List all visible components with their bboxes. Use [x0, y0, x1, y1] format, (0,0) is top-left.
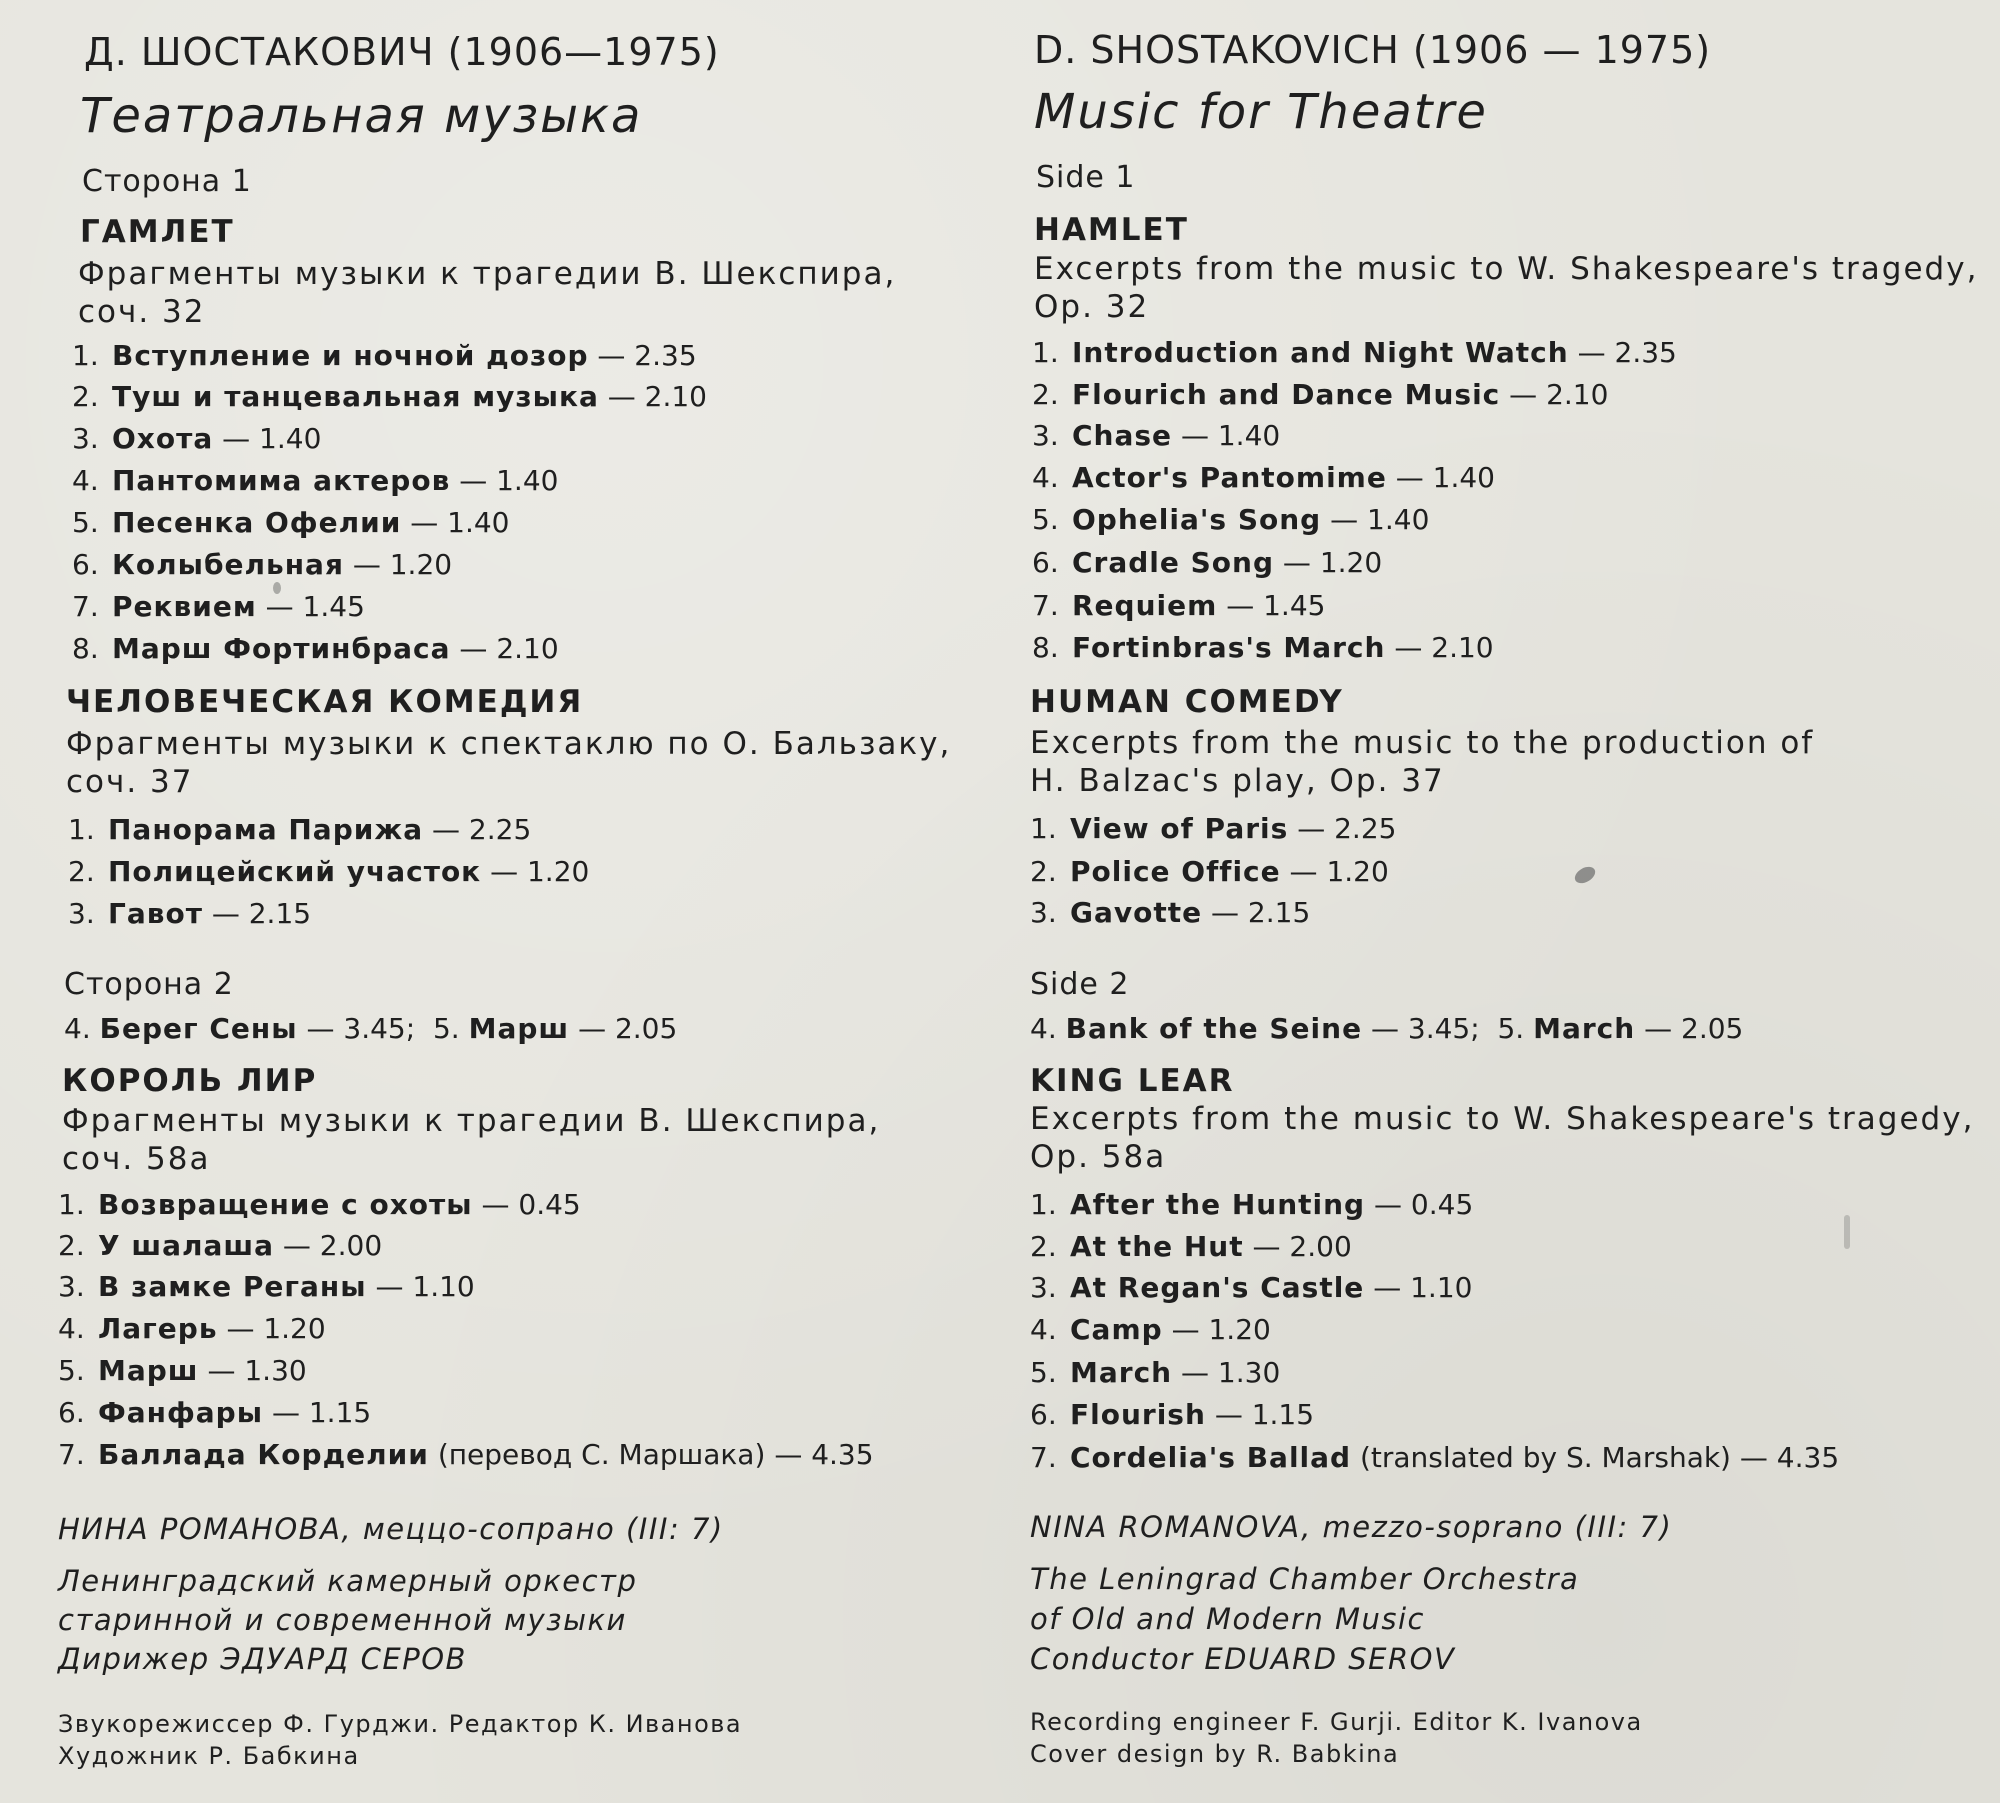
track-item: 7. Реквием — 1.45 — [72, 590, 365, 623]
track-item: 2. Туш и танцевальная музыка — 2.10 — [72, 380, 707, 413]
composer-heading: D. SHOSTAKOVICH (1906 — 1975) — [1034, 28, 1712, 72]
comedy-heading: HUMAN COMEDY — [1030, 684, 1344, 720]
orchestra-line-2: старинной и современной музыки — [58, 1603, 627, 1637]
side-1-label: Сторона 1 — [82, 164, 252, 199]
track-item: 3. Охота — 1.40 — [72, 422, 322, 455]
track-item: 6. Flourish — 1.15 — [1030, 1398, 1315, 1431]
soloist-credit: НИНА РОМАНОВА, меццо-сопрано (III: 7) — [58, 1512, 724, 1546]
comedy-description: Фрагменты музыки к спектаклю по О. Бальзаку, соч. 37 — [66, 726, 952, 800]
engineer-credit: Recording engineer F. Gurji. Editor K. Ivanova — [1030, 1708, 1643, 1736]
track-item: 8. Fortinbras's March — 2.10 — [1032, 631, 1494, 664]
hamlet-heading: HAMLET — [1034, 212, 1189, 248]
lear-heading: KING LEAR — [1030, 1063, 1235, 1099]
track-item: 3. Гавот — 2.15 — [68, 897, 312, 930]
track-item: 3. Gavotte — 2.15 — [1030, 896, 1311, 929]
paper-smudge — [273, 582, 281, 594]
conductor-credit: Дирижер ЭДУАРД СЕРОВ — [58, 1642, 467, 1676]
composer-heading: Д. ШОСТАКОВИЧ (1906—1975) — [84, 30, 720, 74]
track-item: 1. Возвращение с охоты — 0.45 — [58, 1188, 581, 1221]
hamlet-heading: ГАМЛЕТ — [80, 214, 235, 250]
track-item: 5. Песенка Офелии — 1.40 — [72, 506, 510, 539]
side-2-label: Side 2 — [1030, 967, 1130, 1002]
track-item: 1. Панорама Парижа — 2.25 — [68, 813, 532, 846]
track-item: 4. Camp — 1.20 — [1030, 1313, 1271, 1346]
track-item: 6. Колыбельная — 1.20 — [72, 548, 453, 581]
track-item: 2. У шалаша — 2.00 — [58, 1229, 383, 1262]
side-1-label: Side 1 — [1036, 160, 1136, 195]
hamlet-description: Excerpts from the music to W. Shakespeare's tragedy, Op. 32 — [1034, 251, 1979, 325]
track-item: 7. Баллада Корделии (перевод С. Маршака) — 4.35 — [58, 1438, 874, 1471]
track-item: 4. Лагерь — 1.20 — [58, 1312, 326, 1345]
track-item: 8. Марш Фортинбраса — 2.10 — [72, 632, 559, 665]
track-item: 6. Cradle Song — 1.20 — [1032, 546, 1383, 579]
track-item: 2. Полицейский участок — 1.20 — [68, 855, 590, 888]
track-item: 7. Cordelia's Ballad (translated by S. Marshak) — 4.35 — [1030, 1441, 1840, 1474]
track-item: 2. At the Hut — 2.00 — [1030, 1230, 1352, 1263]
side-2-continuation: 4. Bank of the Seine — 3.45; 5. March — 2.05 — [1030, 1012, 1744, 1045]
lear-description: Excerpts from the music to W. Shakespeare's tragedy, Op. 58a — [1030, 1101, 1975, 1175]
artist-credit: Cover design by R. Babkina — [1030, 1740, 1400, 1768]
engineer-credit: Звукорежиссер Ф. Гурджи. Редактор К. Иванова — [58, 1710, 743, 1738]
paper-smudge — [1844, 1215, 1850, 1249]
lear-description: Фрагменты музыки к трагедии В. Шекспира, соч. 58а — [62, 1103, 881, 1177]
track-item: 3. Chase — 1.40 — [1032, 419, 1281, 452]
conductor-credit: Conductor EDUARD SEROV — [1030, 1642, 1456, 1676]
paper-smudge — [1572, 863, 1598, 886]
orchestra-line-2: of Old and Modern Music — [1030, 1602, 1426, 1636]
comedy-description: Excerpts from the music to the production of H. Balzac's play, Op. 37 — [1030, 725, 1815, 799]
track-item: 6. Фанфары — 1.15 — [58, 1396, 372, 1429]
hamlet-description: Фрагменты музыки к трагедии В. Шекспира, соч. 32 — [78, 256, 897, 330]
album-title: Театральная музыка — [80, 88, 643, 144]
comedy-heading: ЧЕЛОВЕЧЕСКАЯ КОМЕДИЯ — [66, 684, 584, 720]
orchestra-line-1: The Leningrad Chamber Orchestra — [1030, 1562, 1580, 1596]
track-item: 4. Пантомима актеров — 1.40 — [72, 464, 559, 497]
track-item: 2. Police Office — 1.20 — [1030, 855, 1389, 888]
track-item: 3. В замке Реганы — 1.10 — [58, 1270, 475, 1303]
track-item: 1. View of Paris — 2.25 — [1030, 812, 1397, 845]
track-item: 3. At Regan's Castle — 1.10 — [1030, 1271, 1473, 1304]
soloist-credit: NINA ROMANOVA, mezzo-soprano (III: 7) — [1030, 1510, 1673, 1544]
album-title: Music for Theatre — [1034, 84, 1488, 140]
track-item: 5. March — 1.30 — [1030, 1356, 1281, 1389]
track-item: 5. Марш — 1.30 — [58, 1354, 307, 1387]
artist-credit: Художник Р. Бабкина — [58, 1742, 360, 1770]
track-item: 1. Вступление и ночной дозор — 2.35 — [72, 339, 697, 372]
track-item: 5. Ophelia's Song — 1.40 — [1032, 503, 1430, 536]
side-2-continuation: 4. Берег Сены — 3.45; 5. Марш — 2.05 — [64, 1012, 678, 1045]
track-item: 2. Flourich and Dance Music — 2.10 — [1032, 378, 1609, 411]
lear-heading: КОРОЛЬ ЛИР — [62, 1063, 318, 1099]
track-item: 4. Actor's Pantomime — 1.40 — [1032, 461, 1495, 494]
track-item: 1. Introduction and Night Watch — 2.35 — [1032, 336, 1677, 369]
orchestra-line-1: Ленинградский камерный оркестр — [58, 1564, 638, 1598]
track-item: 1. After the Hunting — 0.45 — [1030, 1188, 1474, 1221]
track-item: 7. Requiem — 1.45 — [1032, 589, 1326, 622]
side-2-label: Сторона 2 — [64, 967, 234, 1002]
